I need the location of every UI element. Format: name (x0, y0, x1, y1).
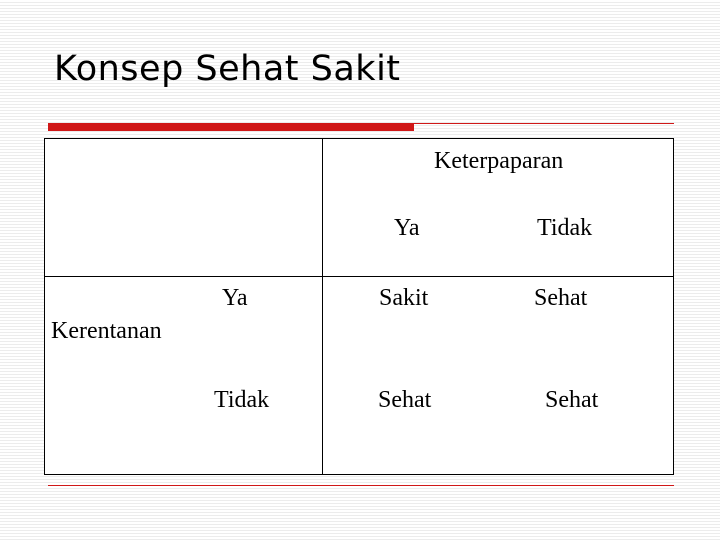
cell-tidak-ya: Sehat (378, 387, 432, 413)
bottom-accent-line (48, 485, 674, 486)
row-group-header: Kerentanan (51, 318, 162, 344)
row-header-ya: Ya (222, 285, 248, 311)
column-header-ya: Ya (394, 215, 420, 241)
title-accent-line (414, 123, 674, 124)
table-horizontal-divider (45, 276, 673, 277)
row-header-tidak: Tidak (214, 387, 270, 413)
cell-ya-ya: Sakit (379, 285, 429, 311)
title-accent-bar (48, 123, 414, 131)
column-group-header: Keterpaparan (434, 148, 564, 174)
concept-table (44, 138, 674, 475)
cell-ya-tidak: Sehat (534, 285, 588, 311)
slide-title: Konsep Sehat Sakit (54, 49, 401, 89)
column-header-tidak: Tidak (537, 215, 593, 241)
table-vertical-divider (322, 139, 323, 474)
cell-tidak-tidak: Sehat (545, 387, 599, 413)
